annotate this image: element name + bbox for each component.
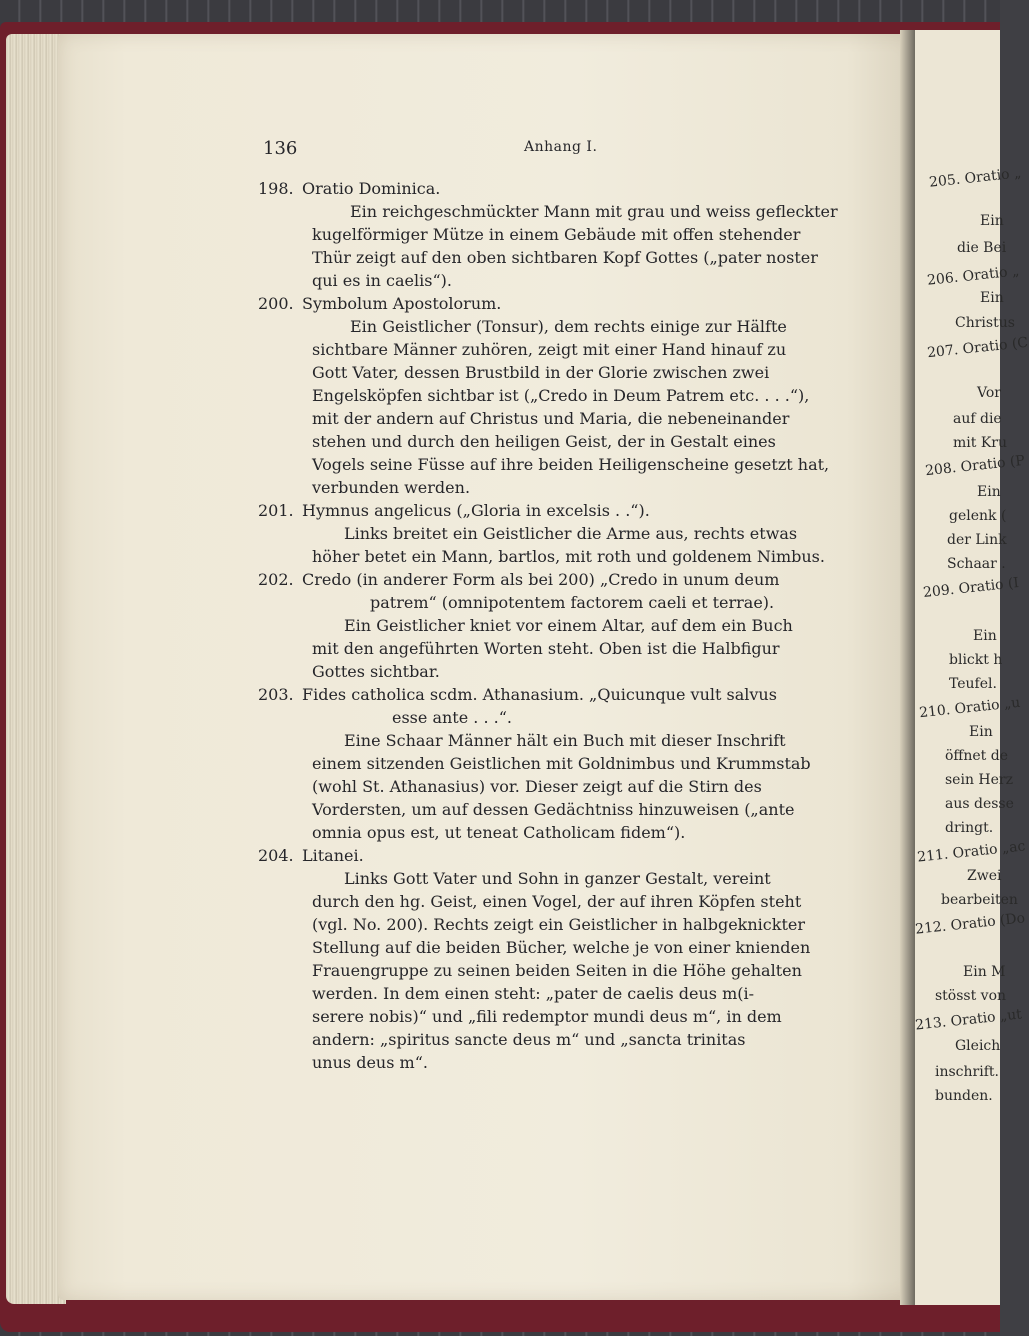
entry-line: Ein Geistlicher (Tonsur), dem rechts einige zur Hälfte	[350, 317, 787, 336]
right-page-fragment: 212. Oratio (Do	[914, 910, 1026, 938]
entry-line: andern: „spiritus sancte deus m“ und „sancta trinitas	[312, 1030, 746, 1049]
right-page-fragment: der Link	[947, 532, 1007, 548]
entry-line: Thür zeigt auf den oben sichtbaren Kopf Gottes („pater noster	[312, 248, 818, 267]
entry-title: Oratio Dominica.	[302, 179, 441, 198]
entry-line: Links Gott Vater und Sohn in ganzer Gestalt, vereint	[344, 869, 771, 888]
entry-line: verbunden werden.	[312, 478, 471, 497]
entry-number: 204.	[258, 846, 294, 865]
right-page-fragment: 213. Oratio „ut	[914, 1006, 1023, 1034]
right-page-fragment: Ein	[977, 484, 1001, 500]
right-page-fragment: Gleich	[955, 1038, 1001, 1054]
entry-number: 201.	[258, 501, 294, 520]
entry-line: stehen und durch den heiligen Geist, der in Gestalt eines	[312, 432, 776, 451]
right-page-fragment: 211. Oratio „ac	[916, 838, 1027, 866]
entry-line: werden. In dem einen steht: „pater de caelis deus m(i-	[312, 984, 754, 1003]
right-page-fragment: Ein	[980, 213, 1004, 229]
entry-number: 198.	[258, 179, 294, 198]
entry-line: sichtbare Männer zuhören, zeigt mit einer Hand hinauf zu	[312, 340, 787, 359]
entry-number: 200.	[258, 294, 294, 313]
right-page-fragment: mit Kru	[953, 435, 1007, 451]
right-page-fragment: öffnet de	[945, 748, 1008, 764]
entry-line: Eine Schaar Männer hält ein Buch mit dieser Inschrift	[344, 731, 786, 750]
entry-line: kugelförmiger Mütze in einem Gebäude mit offen stehender	[312, 225, 801, 244]
right-page-fragment: Ein	[969, 724, 993, 740]
right-page-fragment: 210. Oratio „u	[918, 694, 1021, 722]
right-page-fragment: bunden.	[935, 1088, 993, 1104]
entry-line: unus deus m“.	[312, 1053, 428, 1072]
right-page-fragment: sein Herz	[945, 772, 1013, 788]
right-page-fragment: aus desse	[945, 796, 1014, 812]
entry-line: Gott Vater, dessen Brustbild in der Glorie zwischen zwei	[312, 363, 770, 382]
entry-title: Fides catholica scdm. Athanasium. „Quicunque vult salvus	[302, 685, 777, 704]
right-page-fragment: Christus	[955, 315, 1015, 331]
right-page-fragment: 208. Oratio (P	[924, 452, 1026, 480]
right-page-fragment: Ein M	[963, 964, 1006, 980]
right-page-fragment: Zwei	[967, 868, 1002, 884]
entry-line: Ein Geistlicher kniet vor einem Altar, auf dem ein Buch	[344, 616, 793, 635]
page-number: 136	[263, 138, 298, 159]
right-page-fragment: gelenk (	[949, 508, 1007, 524]
right-page-fragment: Ein	[973, 628, 997, 644]
entry-line: einem sitzenden Geistlichen mit Goldnimbus und Krummstab	[312, 754, 811, 773]
entry-title: Credo (in anderer Form als bei 200) „Credo in unum deum	[302, 570, 780, 589]
entry-line: serere nobis)“ und „fili redemptor mundi deus m“, in dem	[312, 1007, 782, 1026]
right-page-fragment: blickt h	[949, 652, 1003, 668]
entry-line: mit den angeführten Worten steht. Oben ist die Halbfigur	[312, 639, 780, 658]
entry-number: 203.	[258, 685, 294, 704]
entry-line: (wohl St. Athanasius) vor. Dieser zeigt auf die Stirn des	[312, 777, 762, 796]
running-head: Anhang I.	[524, 139, 598, 155]
entry-line: Vordersten, um auf dessen Gedächtniss hinzuweisen („ante	[312, 800, 795, 819]
entry-line: qui es in caelis“).	[312, 271, 452, 290]
entry-line: patrem“ (omnipotentem factorem caeli et terrae).	[370, 593, 775, 612]
entry-line: Ein reichgeschmückter Mann mit grau und weiss gefleckter	[350, 202, 838, 221]
entry-line: höher betet ein Mann, bartlos, mit roth und goldenem Nimbus.	[312, 547, 825, 566]
right-page-fragment: Ein	[980, 290, 1004, 306]
right-page-fragment: Vor	[977, 385, 1001, 401]
right-page-fragment: bearbeiten	[941, 892, 1018, 908]
right-page-fragment: Schaar .	[947, 556, 1006, 572]
right-page-fragment: dringt.	[945, 820, 994, 836]
entry-line: mit der andern auf Christus und Maria, die nebeneinander	[312, 409, 790, 428]
page-edges	[6, 34, 66, 1304]
entry-line: Vogels seine Füsse auf ihre beiden Heiligenscheine gesetzt hat,	[312, 455, 830, 474]
entry-title: Hymnus angelicus („Gloria in excelsis . .“).	[302, 501, 650, 520]
entry-line: durch den hg. Geist, einen Vogel, der auf ihren Köpfen steht	[312, 892, 802, 911]
right-page-fragment: auf die	[953, 411, 1002, 427]
entry-line: esse ante . . .“.	[392, 708, 512, 727]
entry-title: Litanei.	[302, 846, 364, 865]
right-page-fragment: 206. Oratio „	[926, 263, 1020, 289]
right-page-fragment: die Bei	[957, 240, 1007, 256]
entry-line: Links breitet ein Geistlicher die Arme aus, rechts etwas	[344, 524, 798, 543]
right-page	[914, 30, 1029, 1305]
entry-line: Stellung auf die beiden Bücher, welche je von einer knienden	[312, 938, 811, 957]
entry-line: (vgl. No. 200). Rechts zeigt ein Geistlicher in halbgeknickter	[312, 915, 805, 934]
right-page-fragment: 209. Oratio (I	[922, 575, 1020, 601]
entry-line: Gottes sichtbar.	[312, 662, 440, 681]
right-page-fragment: Teufel.	[949, 676, 997, 692]
entry-line: omnia opus est, ut teneat Catholicam fidem“).	[312, 823, 686, 842]
entry-number: 202.	[258, 570, 294, 589]
right-page-fragment: 207. Oratio (C	[926, 334, 1029, 362]
entry-line: Frauengruppe zu seinen beiden Seiten in die Höhe gehalten	[312, 961, 802, 980]
right-page-fragment: inschrift.	[935, 1064, 999, 1080]
right-page-fragment: stösst von	[935, 988, 1007, 1004]
right-page-fragment: 205. Oratio „	[928, 165, 1022, 191]
entry-title: Symbolum Apostolorum.	[302, 294, 502, 313]
entry-line: Engelsköpfen sichtbar ist („Credo in Deum Patrem etc. . . .“),	[312, 386, 810, 405]
